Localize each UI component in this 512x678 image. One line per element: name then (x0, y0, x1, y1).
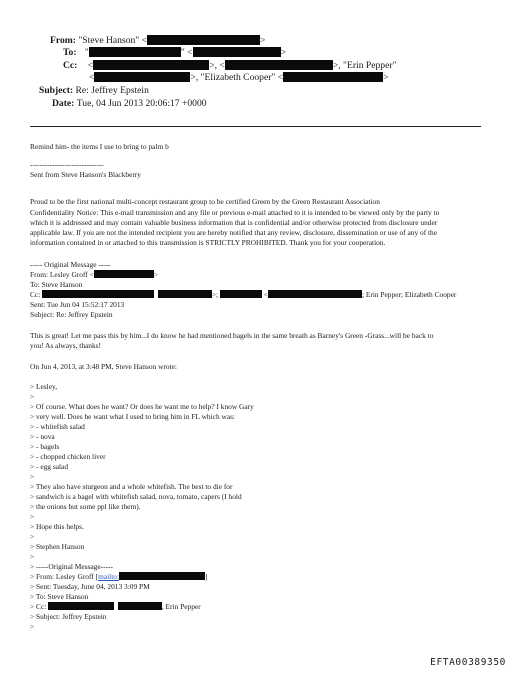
date-value: Tue, 04 Jun 2013 20:06:17 +0000 (76, 98, 207, 109)
quoted-line: > the onions but some ppl like them). (30, 502, 141, 511)
orig-from-line: From: Lesley Groff < > (30, 270, 158, 279)
bates-number: EFTA00389350 (430, 657, 506, 668)
quoted-list-item: > - bagels (30, 442, 60, 451)
signature-separator: ------------------------------ (30, 160, 104, 169)
orig-to: To: Steve Hanson (30, 280, 83, 289)
redaction-box (147, 35, 260, 45)
quoted-line: > (30, 392, 35, 401)
proud-line: Proud to be the first national multi-concept restaurant group to be certified Green by the Green Restaurant Association (30, 197, 380, 206)
redaction-box (119, 572, 208, 581)
cc-elizabeth-cooper: >, "Elizabeth Cooper" < (190, 72, 284, 83)
header-to: To: " " < > (63, 47, 286, 58)
quoted-list-item: > - egg salad (30, 462, 69, 471)
header-date (52, 98, 207, 110)
orig-subject: Subject: Re: Jeffrey Epstein (30, 310, 113, 319)
redaction-box (94, 270, 154, 278)
quoted-list-item: > - nova (30, 432, 55, 441)
sent-from: Sent from Steve Hanson's Blackberry (30, 170, 141, 179)
redaction-box (89, 47, 181, 57)
quoted-line: > To: Steve Hanson (30, 592, 89, 601)
header-cc: Cc: < >, < >, "Erin Pepper" (63, 60, 397, 71)
header-from: From: "Steve Hanson" < > (50, 35, 266, 46)
date-label: Date: (52, 98, 75, 109)
quoted-list-item: > - chopped chicken liver (30, 452, 106, 461)
body-remind: Remind him- the items I use to bring to palm b (30, 142, 169, 151)
quoted-line: > They also have sturgeon and a whole whitefish. The best to die for (30, 482, 233, 491)
header-subject (39, 85, 149, 97)
quoted-line: > -----Original Message----- (30, 562, 113, 571)
subject-value: Re: Jeffrey Epstein (75, 85, 149, 96)
redaction-box (220, 290, 262, 298)
quoted-line: > Hope this helps. (30, 522, 84, 531)
redaction-box (93, 60, 209, 70)
quoted-line: > (30, 512, 35, 521)
cc-label: Cc: (63, 60, 78, 71)
quoted-line: > (30, 622, 35, 631)
to-label: To: (63, 47, 77, 58)
quoted-cc: > Cc: (30, 602, 47, 611)
quoted-line: > Stephen Hanson (30, 542, 85, 551)
redaction-box (225, 60, 333, 70)
redaction-box (268, 290, 362, 298)
confidentiality-line: which it is addressed and may contain valuable business information that is confidential and/or otherwise protected from disclosure under (30, 218, 438, 227)
quoted-line: > Of course. What does he want? Or does he want me to help? I know Gary (30, 402, 254, 411)
orig-cc: Cc: (30, 290, 41, 299)
quoted-line: > (30, 472, 35, 481)
quoted-line: > very well. Does he want what I used to bring him in FL which was: (30, 412, 236, 421)
subject-label: Subject: (39, 85, 74, 96)
orig-from: From: Lesley Groff < (30, 270, 94, 279)
confidentiality-line: applicable law. If you are not the intended recipient you are hereby notified that any review, disclosure, dissemination or use of any of the (30, 228, 438, 237)
mailto-link[interactable]: mailto: (98, 572, 120, 581)
bracket: ] (205, 572, 208, 581)
reply-text: This is great! Let me pass this by him...I do know he had mentioned bagels in the same breath as Barney's Green -Grass...will be back to (30, 331, 434, 340)
to-value: " (84, 47, 89, 58)
redaction-box (48, 602, 114, 610)
quoted-line: > Lesley, (30, 382, 58, 391)
quoted-line: > (30, 552, 35, 561)
quoted-line: > Sent: Tuesday, June 04, 2013 3:09 PM (30, 582, 150, 591)
cc-erin-pepper: >, "Erin Pepper" (332, 60, 397, 71)
redaction-box (94, 72, 190, 82)
original-message-header: ----- Original Message ----- (30, 260, 111, 269)
redaction-box (42, 290, 154, 298)
reply-text: you! As always, thanks! (30, 341, 102, 350)
quoted-list-item: > - whitefish salad (30, 422, 85, 431)
quote-attribution: On Jun 4, 2013, at 3:48 PM, Steve Hanson wrote: (30, 362, 177, 371)
quoted-line: > sandwich is a bagel with whitefish salad, nova, tomato, capers (I hold (30, 492, 242, 501)
redaction-box (118, 602, 162, 610)
quoted-cc-tail: , Erin Pepper (161, 602, 201, 611)
header-cc-cont: < >, "Elizabeth Cooper" < > (89, 72, 389, 83)
quoted-line: > Subject: Jeffrey Epstein (30, 612, 107, 621)
orig-cc-tail: ; Erin Pepper; Elizabeth Cooper (361, 290, 457, 299)
orig-cc-line: Cc: >; < ; Erin Pepper; Elizabeth Cooper (30, 290, 457, 299)
confidentiality-line: Confidentiality Notice: This e-mail transmission and any file or previous e-mail attached to it is intended to be viewed only by the party to (30, 208, 440, 217)
redaction-box (283, 72, 383, 82)
header-divider (30, 126, 481, 127)
from-value: "Steve Hanson" < (78, 35, 148, 46)
cc-value: < (87, 60, 94, 71)
quoted-from: > From: Lesley Groff [ (30, 572, 99, 581)
orig-sent: Sent: Tue Jun 04 15:52:17 2013 (30, 300, 125, 309)
from-label: From: (50, 35, 76, 46)
quoted-from-line (30, 572, 208, 581)
quoted-line: > (30, 532, 35, 541)
quoted-cc-line (30, 602, 201, 611)
redaction-box (158, 290, 212, 298)
confidentiality-line: information contained in or attached to this transmission is STRICTLY PROHIBITED. Thank you for your cooperation. (30, 238, 386, 247)
redaction-box (193, 47, 281, 57)
